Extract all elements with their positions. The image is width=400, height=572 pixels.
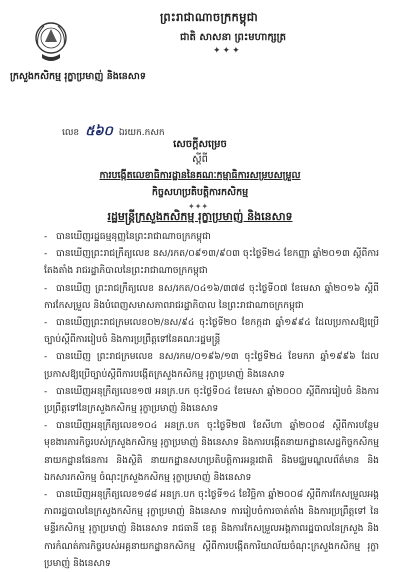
preamble-list <box>44 228 379 572</box>
preamble-item <box>44 348 379 382</box>
ministry-name: ក្រសួងកសិកម្ម រុក្ខាប្រមាញ់ និងនេសាទ <box>10 71 146 82</box>
list-bullet: - <box>44 248 48 260</box>
heading-ornament: ✦✦✦ <box>213 46 242 56</box>
title-subject-line2: កិច្ចសហប្រតិបត្តិការកសិកម្ម <box>151 187 249 198</box>
preamble-item-text: បានឃើញ ព្រះរាជក្រមលេខ នស/រកម/០១៩៦/១៣ ចុះថ្ងៃទី២៤ ខែមករា ឆ្នាំ១៩៩៦ ដែលប្រកាសឱ្យប្រើច្បាប់ស្តីពីការបង្កើតក្រសួងកសិកម្ម រុក្ខាប្រមាញ់ និងនេសាទ <box>44 351 379 380</box>
title-about: ស្តីពី <box>192 154 208 165</box>
preamble-item-text: បានឃើញរដ្ឋធម្មនុញ្ញនៃព្រះរាជាណាចក្រកម្ពុជា <box>56 231 211 242</box>
preamble-item <box>44 486 379 572</box>
ministry-emblem-icon <box>34 20 68 64</box>
preamble-item-text: បានឃើញអនុក្រឹត្យលេខ១៨៨ អនក្រ.បក ចុះថ្ងៃទី១៤ ខែវិច្ឆិកា ឆ្នាំ២០០៨ ស្តីពីការកែសម្រួលអង្គភាពរដ្ឋបាលនៃក្រសួងកសិកម្ម រុក្ខាប្រមាញ់ និងនេសាទ ការរៀបចំការចាត់តាំង និងការប្រព្រឹត្តទៅ នៃមន្ទីរកសិកម្ម រុក្ខាប្រមាញ់ និងនេសាទ រាជធានី ខេត្ត និងការកែសម្រួលអង្គភាពរដ្ឋបាលនៃក្រសួង និងការកំណត់ភារកិច្ចរបស់អគ្គនាយកដ្ឋានកសិកម្ម ស្តីពីការបង្កើតការិយាល័យចំណុះក្រសួងកសិកម្ម រុក្ខាប្រមាញ់ និងនេសាទ <box>44 489 379 569</box>
list-bullet: - <box>44 489 48 501</box>
list-bullet: - <box>44 420 48 432</box>
preamble-item-text: បានឃើញ ព្រះរាជក្រឹត្យលេខ នស/រកត/០៤១៦/៣៧៨ ចុះថ្ងៃទី០៧ ខែមេសា ឆ្នាំ២០១៦ ស្តីពីការកែសម្រួល និងបំពេញសមាសភាពរាជរដ្ឋាភិបាល នៃព្រះរាជាណាចក្រកម្ពុជា <box>44 282 379 311</box>
preamble-item <box>44 228 379 245</box>
preamble-item-text: បានឃើញព្រះរាជក្រឹត្យលេខ នស/រកត/០៩១៣/៩០៣ ចុះថ្ងៃទី២៤ ខែកញ្ញា ឆ្នាំ២០១៣ ស្តីពីការតែងតាំង រាជរដ្ឋាភិបាលនៃព្រះរាជាណាចក្រកម្ពុជា <box>44 248 379 277</box>
issuer-heading: រដ្ឋមន្ត្រីក្រសួងកសិកម្ម រុក្ខាប្រមាញ់ និងនេសាទ <box>107 210 293 223</box>
preamble-item-text: បានឃើញអនុក្រឹត្យលេខ១០៤ អនក្រ.បក ចុះថ្ងៃទី២៧ ខែសីហា ឆ្នាំ២០០៨ ស្តីពីការបន្ថែមមុខងារ​ភារកិច្ចរបស់ក្រសួងកសិកម្ម រុក្ខាប្រមាញ់ និងនេសាទ និងការបង្កើតនាយកដ្ឋានសេដ្ឋកិច្ចកសិកម្ម នាយកដ្ឋានផែនការ និងស្ថិតិ នាយកដ្ឋានសហប្រតិបត្តិការអន្តរជាតិ និងមជ្ឈមណ្ឌលព័ត៌មាន និងឯកសារកសិកម្ម ចំណុះក្រសួងកសិកម្ម រុក្ខាប្រមាញ់ និងនេសាទ <box>44 420 379 483</box>
title-subject-line1: ការបង្កើតលេខាធិការដ្ឋាននៃគណៈកម្មាធិការសម្របសម្រួល <box>99 170 301 181</box>
preamble-item <box>44 417 379 486</box>
reference-handwritten-number: ៥៦០ <box>85 124 113 139</box>
title-separator: ✦✦✦ <box>188 202 209 211</box>
reference-label: លេខ <box>62 128 80 138</box>
list-bullet: - <box>44 351 48 363</box>
document-title: សេចក្តីសម្រេច <box>173 139 227 150</box>
list-bullet: - <box>44 317 48 329</box>
preamble-item-text: បានឃើញអនុក្រឹត្យលេខ១៧ អនក្រ.បក ចុះថ្ងៃទី០៤ ខែមេសា ឆ្នាំ២០០០ ស្តីពីការរៀបចំ និងការប្រព្រឹត្តទៅនៃក្រសួងកសិកម្ម រុក្ខាប្រមាញ់ និងនេសាទ <box>44 385 379 415</box>
preamble-item-text: បានឃើញព្រះរាជក្រមលេខ០២/នស/៩៤ ចុះថ្ងៃទី២០ ខែកក្កដា ឆ្នាំ១៩៩៤ ដែលប្រកាសឱ្យប្រើច្បាប់ស្តីពីការរៀបចំ និងការប្រព្រឹត្តទៅនៃគណៈរដ្ឋមន្ត្រី <box>44 317 379 346</box>
preamble-item <box>44 280 379 314</box>
preamble-item <box>44 314 379 348</box>
preamble-item <box>44 245 379 279</box>
list-bullet: - <box>44 231 48 242</box>
preamble-item <box>44 383 379 417</box>
reference-suffix: ឯរយក.កសក <box>118 128 165 138</box>
list-bullet: - <box>44 385 48 397</box>
kingdom-heading: ព្រះរាជាណាចក្រកម្ពុជា <box>160 10 258 24</box>
list-bullet: - <box>44 282 48 294</box>
national-motto: ជាតិ សាសនា ព្រះមហាក្សត្រ <box>180 32 286 43</box>
